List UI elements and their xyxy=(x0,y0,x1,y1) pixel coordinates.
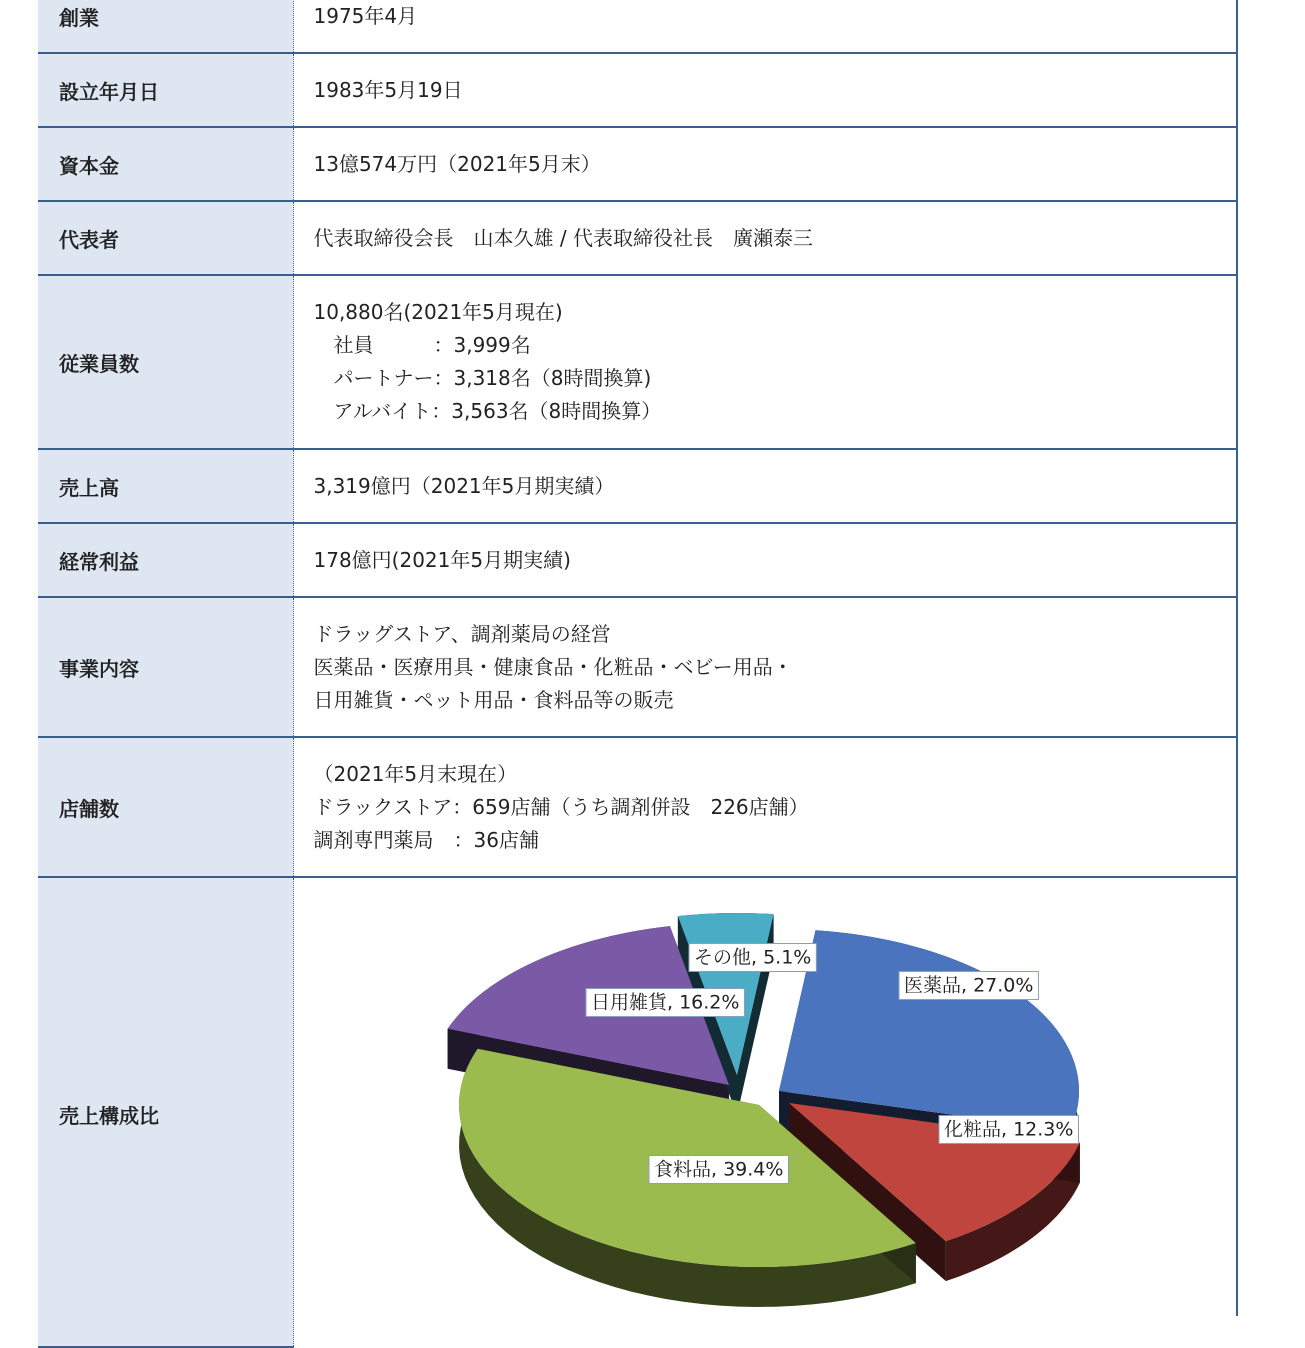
value-line: （2021年5月末現在） xyxy=(313,761,518,786)
table-row xyxy=(38,53,1238,127)
pie-label-text: その他, 5.1% xyxy=(693,946,811,969)
pie-label-text: 医薬品, 27.0% xyxy=(903,974,1033,997)
row-value xyxy=(293,201,1238,275)
pie-label xyxy=(689,944,816,972)
row-value xyxy=(293,737,1238,877)
value-line: 1975年4月 xyxy=(313,3,418,28)
table-row xyxy=(38,737,1238,877)
value-line: 社員 ：3,999名 xyxy=(313,333,531,357)
row-value xyxy=(293,127,1238,201)
value-line: 日用雑貨・ペット用品・食料品等の販売 xyxy=(313,687,674,712)
value-line: 178億円(2021年5月期実績) xyxy=(313,547,571,572)
value-line: 13億574万円（2021年5月末） xyxy=(313,151,601,176)
table-row xyxy=(38,449,1238,523)
pie-label-text: 化粧品, 12.3% xyxy=(943,1118,1073,1141)
value-line: アルバイト：3,563名（8時間換算） xyxy=(313,399,662,423)
table-row-chart xyxy=(38,877,1238,1347)
company-info-table xyxy=(38,0,1238,1348)
value-line: 医薬品・医療用具・健康食品・化粧品・ベビー用品・ xyxy=(313,654,793,679)
row-label: 資本金 xyxy=(38,127,293,201)
table-row xyxy=(38,201,1238,275)
pie-label xyxy=(899,972,1038,1000)
chart-cell xyxy=(293,877,1238,1347)
table-row xyxy=(38,523,1238,597)
table-row xyxy=(38,275,1238,449)
sales-pie-chart xyxy=(294,878,1234,1308)
pie-label xyxy=(939,1116,1078,1144)
row-label: 代表者 xyxy=(38,201,293,275)
row-label: 事業内容 xyxy=(38,597,293,737)
pie-label xyxy=(586,989,744,1017)
pie-label xyxy=(649,1156,788,1184)
row-value xyxy=(293,53,1238,127)
row-value xyxy=(293,0,1238,53)
value-line: パートナー：3,318名（8時間換算) xyxy=(313,366,652,390)
row-value xyxy=(293,523,1238,597)
row-label: 設立年月日 xyxy=(38,53,293,127)
value-line: 10,880名(2021年5月現在) xyxy=(313,300,563,324)
value-line: 1983年5月19日 xyxy=(313,77,463,102)
row-value xyxy=(293,275,1238,449)
row-label: 売上高 xyxy=(38,449,293,523)
row-label: 創業 xyxy=(38,0,293,53)
value-line: 3,319億円（2021年5月期実績） xyxy=(313,473,615,498)
value-line: ドラッグストア、調剤薬局の経営 xyxy=(313,621,611,646)
table-row xyxy=(38,0,1238,53)
pie-label-text: 食料品, 39.4% xyxy=(653,1158,783,1181)
value-line: ドラックストア：659店舗（うち調剤併設 226店舗） xyxy=(313,794,809,819)
row-label: 従業員数 xyxy=(38,275,293,449)
row-label: 店舗数 xyxy=(38,737,293,877)
pie-label-text: 日用雑貨, 16.2% xyxy=(590,991,739,1014)
row-label: 売上構成比 xyxy=(38,877,293,1347)
row-value xyxy=(293,449,1238,523)
value-line: 代表取締役会長 山本久雄 / 代表取締役社長 廣瀬泰三 xyxy=(313,225,813,250)
row-label: 経常利益 xyxy=(38,523,293,597)
table-row xyxy=(38,597,1238,737)
table-row xyxy=(38,127,1238,201)
value-line: 調剤専門薬局 ：36店舗 xyxy=(313,827,539,852)
row-value xyxy=(293,597,1238,737)
